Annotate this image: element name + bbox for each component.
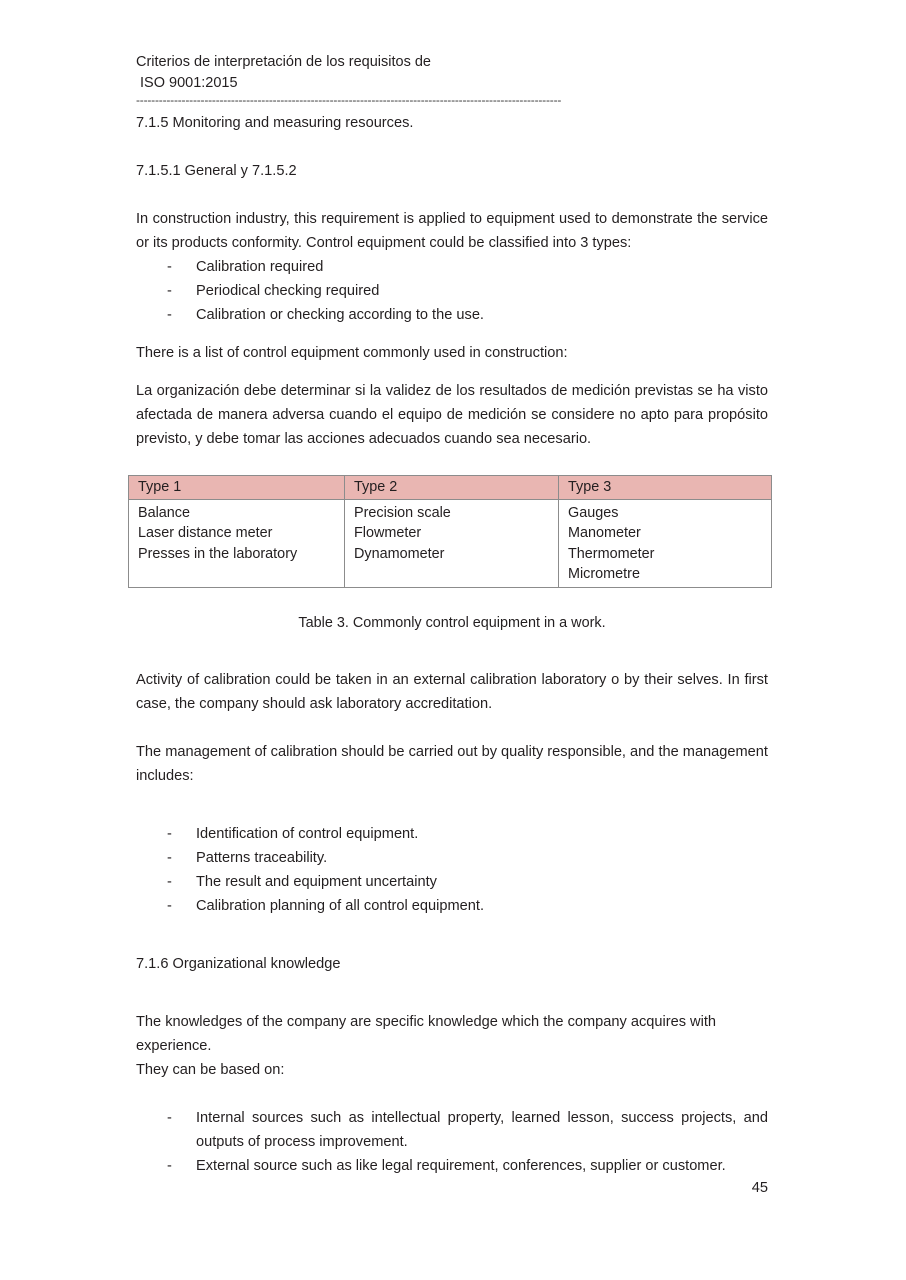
spacer [136,634,768,668]
table-row [129,499,772,587]
header-divider: ---------------------------------------------------------------------------------------------------------------- [136,95,562,107]
cell-line: Flowmeter [354,525,422,542]
dash-marker: - [167,849,172,866]
section-heading-7-1-6: 7.1.6 Organizational knowledge [136,955,341,972]
list-item [136,255,768,279]
list-item-label: Calibration planning of all control equipment. [196,897,484,914]
cell-line: Laser distance meter [138,525,273,542]
page-number: 45 [751,1180,768,1196]
knowledge-sources-list [136,1106,768,1178]
dash-marker: - [167,1157,172,1174]
list-item [136,822,768,846]
management-list [136,822,768,918]
cell-line: Precision scale [354,504,451,521]
dash-marker: - [167,873,172,890]
list-item-label: Patterns traceability. [196,849,328,866]
table-cell-type1 [129,499,345,587]
knowledge-paragraph: The knowledges of the company are specific knowledge which the company acquires with experience. [136,1013,717,1054]
cell-line: Balance [138,504,191,521]
cell-line: Thermometer [568,545,655,562]
spacer [136,451,768,475]
list-item-label: External source such as like legal requirement, conferences, supplier or customer. [196,1157,726,1174]
header-line-1: Criterios de interpretación de los requisitos de [136,54,431,70]
table-header-cell: Type 1 [129,476,345,500]
list-item [136,894,768,918]
spacer [136,976,768,1010]
spacer [136,135,768,159]
list-item-label: Calibration required [196,259,324,275]
management-paragraph: The management of calibration should be carried out by quality responsible, and the management includes: [136,743,768,784]
intro-paragraph: In construction industry, this requirement is applied to equipment used to demonstrate the service or its products conformity. Control equipment could be classified into 3 types: [136,211,768,251]
dash-marker: - [167,825,172,842]
equipment-table [128,475,772,588]
spacer [136,918,768,952]
page-content [136,52,768,1178]
list-intro-paragraph: There is a list of control equipment commonly used in construction: [136,345,568,361]
spacer [136,716,768,740]
list-item [136,846,768,870]
dash-marker: - [167,1109,172,1126]
table-caption: Table 3. Commonly control equipment in a work. [298,614,606,631]
header-line-2: ISO 9001:2015 [140,74,238,91]
list-item [136,870,768,894]
knowledge-paragraph-2: They can be based on: [136,1061,285,1078]
spacer [136,1082,768,1106]
section-heading-7-1-5-1: 7.1.5.1 General y 7.1.5.2 [136,163,297,179]
table-header-cell: Type 3 [559,476,772,500]
section-heading-7-1-5: 7.1.5 Monitoring and measuring resources. [136,115,414,131]
dash-marker: - [167,897,172,914]
equipment-types-list [136,255,768,327]
list-item-label: Calibration or checking according to the use. [196,307,484,323]
calibration-paragraph: Activity of calibration could be taken in an external calibration laboratory o by their selves. In first case, the company should ask laboratory accreditation. [136,671,768,712]
table-header-cell: Type 2 [345,476,559,500]
list-item [136,279,768,303]
table-cell-type2 [345,499,559,587]
list-item [136,1106,768,1154]
table-header-row [129,476,772,500]
cell-line: Micrometre [568,566,640,583]
spacer [136,183,768,207]
cell-line: Dynamometer [354,545,445,562]
spacer [136,788,768,822]
equipment-table-wrapper [128,475,771,588]
list-item [136,303,768,327]
list-item-label: Periodical checking required [196,283,380,299]
document-header [136,52,768,93]
dash-marker: - [167,259,172,275]
cell-line: Manometer [568,525,641,542]
dash-marker: - [167,307,172,323]
cell-line: Gauges [568,504,619,521]
spacer [136,588,768,612]
list-item-label: Internal sources such as intellectual property, learned lesson, success projects, and outputs of process improvement. [196,1109,768,1150]
spacer [136,327,768,341]
spanish-paragraph: La organización debe determinar si la validez de los resultados de medición previstas se ha visto afectada de manera adversa cuando el equipo de medición se considere no apto para propósito previsto, y debe tomar las acciones adecuados cuando sea necesario. [136,383,768,447]
cell-line: Presses in the laboratory [138,545,298,562]
list-item [136,1154,768,1178]
dash-marker: - [167,283,172,299]
spacer [136,365,768,379]
list-item-label: Identification of control equipment. [196,825,419,842]
table-cell-type3 [559,499,772,587]
list-item-label: The result and equipment uncertainty [196,873,437,890]
